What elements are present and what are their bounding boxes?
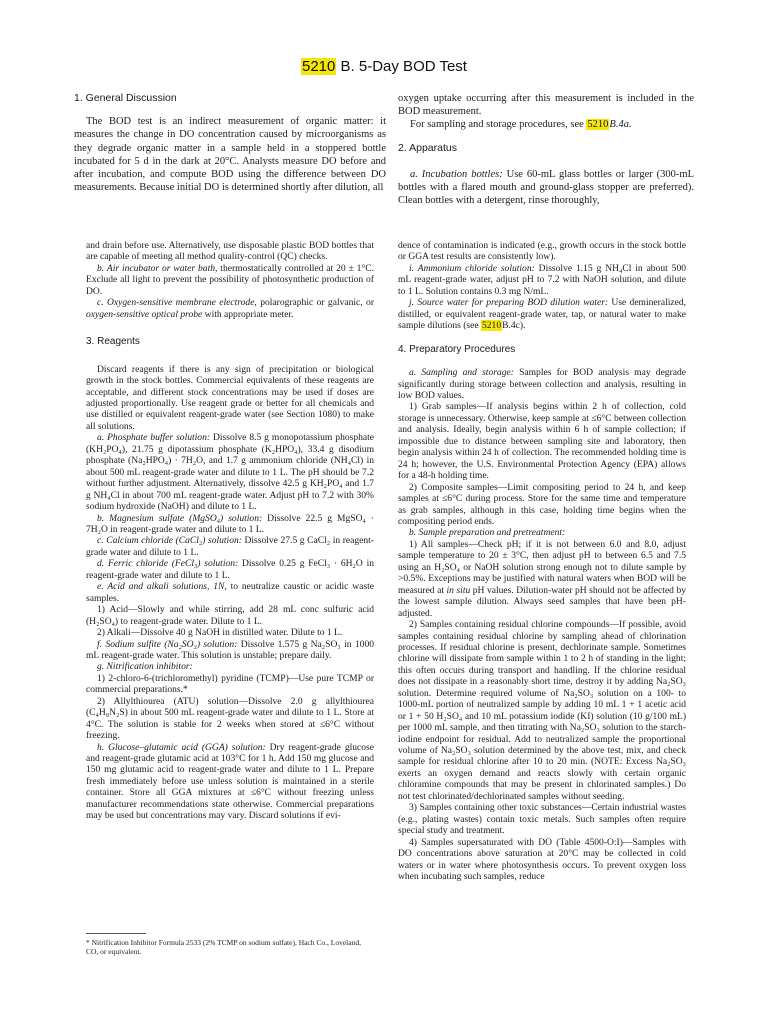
- sampling-storage-paragraph: a. Sampling and storage: Samples for BOD analysis may degrade significantly during storage between collection and analysis, resulting in low BOD values.: [398, 367, 687, 401]
- reference-highlight: 5210: [587, 119, 609, 131]
- all-samples-item: 1) All samples—Check pH; if it is not between 6.0 and 8.0, adjust sample temperature to 20 ± 3°C, then adjust pH to between 6.5 and 7.5 using an H₂SO₄ or NaOH solution strong enough not to dilute sample by >0.5%. Exceptions may be justified with natural waters when BOD will be measured at in situ pH values. Dilution-water pH should not be affected by the lowest sample dilution. Always seed samples that have been pH-adjusted.: [398, 538, 687, 619]
- supersaturated-item: 4) Samples supersaturated with DO (Table 4500-O:I)—Samples with DO concentrations above saturation at 20°C may be collected in cold waters or in water where photosynthesis occurs. To prevent oxygen loss when incubating such samples, reduce: [398, 836, 686, 883]
- sampling-reference-paragraph: For sampling and storage procedures, see 5210B.4a.: [410, 119, 632, 131]
- left-column: [86, 240, 374, 822]
- footnote-rule: [86, 933, 146, 934]
- gga-paragraph: h. Glucose–glutamic acid (GGA) solution: Dry reagent-grade glucose and reagent-grade glutamic acid at 103°C for 1 h. Add 150 mg glucose and 150 mg glutamic acid to reagent-grade water and dilute to 1 L. Prepare fresh immediately before use unless solution is maintained in a sterile container. Store all GGA mixtures at ≤6°C without freezing unless manufacturer recommendations state otherwise. Commercial preparations may be used but concentrations may vary. Discard solutions if evi-: [86, 741, 374, 822]
- air-incubator-paragraph: b. Air incubator or water bath, thermostatically controlled at 20 ± 1°C. Exclude all light to prevent the possibility of photosynthetic production of DO.: [86, 262, 374, 297]
- magnesium-sulfate-paragraph: b. Magnesium sulfate (MgSO₄) solution: Dissolve 22.5 g MgSO₄ · 7H₂O in reagent-grade water and dilute to 1 L.: [86, 512, 374, 535]
- composite-samples-item: 2) Composite samples—Limit compositing period to 24 h, and keep samples at ≤6°C during process. Store for the same time and temperature as grab samples, although in this case, holding time begins when the compositing period ends.: [398, 481, 686, 527]
- reference-highlight-2: 5210: [482, 320, 502, 332]
- sample-preparation-heading: b. Sample preparation and pretreatment:: [409, 527, 566, 539]
- nitrification-inhibitor-heading: g. Nitrification inhibitor:: [97, 661, 193, 673]
- ammonium-chloride-paragraph: i. Ammonium chloride solution: Dissolve 1.15 g NH₄Cl in about 500 mL reagent-grade water, adjust pH to 7.2 with NaOH solution, and dilute to 1 L. Solution contains 0.3 mg N/mL.: [398, 262, 686, 297]
- reagents-intro: Discard reagents if there is any sign of precipitation or biological growth in the stock bottles. Commercial equivalents of these reagents are acceptable, and different stock concentrations may be used if doses are adjusted proportionally. Use reagent grade or better for all chemicals and use distilled or equivalent reagent-grade water (see Section 1080) to make all solutions.: [86, 363, 374, 432]
- right-column: [398, 240, 686, 882]
- atu-item: 2) Allylthiourea (ATU) solution—Dissolve 2.0 g allylthiourea (C₄H₈N₂S) in about 500 mL reagent-grade water and dilute to 1 L. Store at 4°C. The solution is stable for 2 weeks when stored at ≤6°C without freezing.: [86, 695, 374, 742]
- toxic-substances-item: 3) Samples containing other toxic substances—Certain industrial wastes (e.g., plating wastes) contain toxic metals. Such samples often require special study and treatment.: [398, 802, 686, 837]
- top-right-block: [398, 92, 694, 207]
- heading-preparatory-procedures: 4. Preparatory Procedures: [398, 343, 516, 355]
- calcium-chloride-paragraph: c. Calcium chloride (CaCl₂) solution: Dissolve 27.5 g CaCl₂ in reagent-grade water and dilute to 1 L.: [86, 535, 374, 558]
- contamination-paragraph: dence of contamination is indicated (e.g., growth occurs in the stock bottle or GGA test results are consistently low).: [398, 240, 686, 263]
- page-title: [0, 58, 768, 75]
- drain-paragraph: and drain before use. Alternatively, use disposable plastic BOD bottles that are capable of meeting all method quality-control (QC) checks.: [86, 240, 374, 263]
- incubation-bottles-paragraph: a. Incubation bottles: Use 60-mL glass bottles or larger (300-mL bottles with a flared mouth and ground-glass stopper are preferred). Clean bottles with a detergent, rinse thoroughly,: [398, 168, 694, 207]
- sodium-sulfite-paragraph: f. Sodium sulfite (Na₂SO₃) solution: Dissolve 1.575 g Na₂SO₃ in 1000 mL reagent-grade water. This solution is unstable; prepare daily.: [86, 638, 374, 661]
- acid-alkali-paragraph: e. Acid and alkali solutions, 1N, to neutralize caustic or acidic waste samples.: [86, 581, 374, 604]
- section-number-highlight: 5210: [302, 58, 336, 75]
- alkali-item: 2) Alkali—Dissolve 40 g NaOH in distilled water. Dilute to 1 L.: [97, 627, 343, 639]
- footnote: * Nitrification Inhibitor Formula 2533 (2% TCMP on sodium sulfate), Hach Co., Loveland, CO, or equivalent.: [86, 938, 361, 957]
- general-discussion-block: [74, 92, 386, 194]
- residual-chlorine-item: 2) Samples containing residual chlorine compounds—If possible, avoid samples containing residual chlorine by sampling ahead of chlorination processes. If residual chlorine is present, dechlorinate sample. Sometimes chlorine will dissipate from sample within 1 to 2 h of standing in the light; this often occurs during transport and handling. If the chlorine residual does not dissipate in a reasonably short time, destroy it by adding Na₂SO₃ solution. Determine required volume of Na₂SO₃ solution on a 100- to 1000-mL portion of neutralized sample by adding 10 mL 1 + 1 acetic acid or 1 + 50 H₂SO₄ and 10 mL potassium iodide (KI) solution (10 g/100 mL) per 1000 mL sample, and then titrating with Na₂SO₃ solution to the starch-iodine endpoint for residual. Add to neutralized sample the proportional volume of Na₂SO₃ solution determined by the above test, mix, and check sample for residual chlorine after 10 to 20 min. (NOTE: Excess Na₂SO₃ exerts an oxygen demand and reacts slowly with certain organic chloramine compounds that may be present in chlorinated samples.) Do not test chlorinated/dechlorinated samples without seeding.: [398, 619, 686, 802]
- general-discussion-paragraph: The BOD test is an indirect measurement of organic matter: it measures the change in DO concentration caused by microorganisms as they degrade organic matter in a sample held in a stoppered bottle incubated for 5 d in the dark at 20°C. Analysts measure DO before and after incubation, and compute BOD using the difference between DO measurements. Because initial DO is determined shortly after dilution, all: [74, 116, 386, 194]
- phosphate-buffer-paragraph: a. Phosphate buffer solution: Dissolve 8.5 g monopotassium phosphate (KH₂PO₄), 21.75 g dipotassium phosphate (K₂HPO₄), 33.4 g disodium phosphate (Na₂HPO₄) · 7H₂O, and 1.7 g ammonium chloride (NH₄Cl) in about 500 mL reagent-grade water and dilute to 1 L. The pH should be 7.2 without further adjustment. Alternatively, dissolve 42.5 g KH₂PO₄ and 1.7 g NH₄Cl in about 700 mL reagent-grade water. Adjust pH to 7.2 with 30% sodium hydroxide (NaOH) and dilute to 1 L.: [86, 432, 375, 513]
- ferric-chloride-paragraph: d. Ferric chloride (FeCl₃) solution: Dissolve 0.25 g FeCl₃ · 6H₂O in reagent-grade water and dilute to 1 L.: [86, 558, 374, 581]
- acid-item: 1) Acid—Slowly and while stirring, add 28 mL conc sulfuric acid (H₂SO₄) to reagent-grade water. Dilute to 1 L.: [86, 604, 374, 627]
- heading-general-discussion: 1. General Discussion: [74, 92, 177, 104]
- bod-continuation-paragraph: oxygen uptake occurring after this measurement is included in the BOD measurement.: [398, 93, 694, 118]
- tcmp-item: 1) 2-chloro-6-(trichloromethyl) pyridine (TCMP)—Use pure TCMP or commercial preparations.*: [86, 672, 374, 696]
- heading-apparatus: 2. Apparatus: [398, 141, 457, 154]
- membrane-electrode-paragraph: c. Oxygen-sensitive membrane electrode, polarographic or galvanic, or oxygen-sensitive optical probe with appropriate meter.: [86, 297, 374, 320]
- title-text: B. 5-Day BOD Test: [336, 58, 467, 75]
- heading-reagents: 3. Reagents: [86, 336, 140, 348]
- grab-samples-item: 1) Grab samples—If analysis begins within 2 h of collection, cold storage is unnecessary. Otherwise, keep sample at ≤6°C between collection and analysis. Ideally, begin analysis within 6 h of sample collection; if impossible due to distance between sampling site and laboratory, then begin analysis within 24 h of collection. The recommended holding time is 24 h; however, the U.S. Environmental Protection Agency (EPA) allows for a 48-h holding time.: [398, 401, 686, 482]
- source-water-paragraph: j. Source water for preparing BOD dilution water: Use demineralized, distilled, or equivalent reagent-grade water, tap, or natural water to make sample dilutions (see 5210B.4c).: [398, 297, 687, 332]
